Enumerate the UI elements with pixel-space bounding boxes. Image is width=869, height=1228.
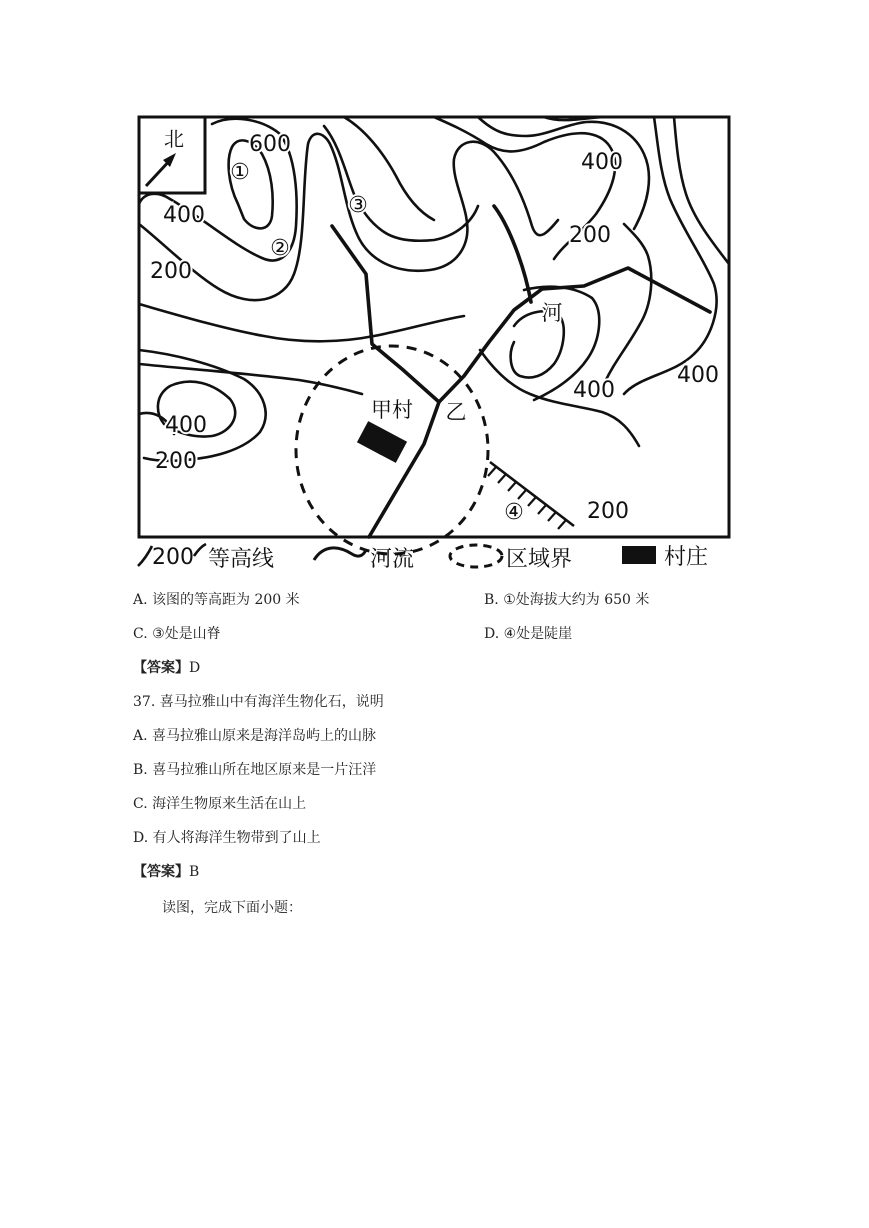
q37-answer bbox=[133, 862, 199, 882]
place-labels bbox=[371, 301, 563, 424]
contour-label: 400 bbox=[677, 363, 719, 388]
next-question-prompt: 读图，完成下面小题： bbox=[162, 900, 302, 916]
answer-value: D bbox=[189, 660, 201, 676]
legend-contour-icon bbox=[138, 546, 152, 566]
point-labels bbox=[230, 160, 524, 525]
contour-map bbox=[134, 114, 734, 574]
legend-contour-text: 等高线 bbox=[208, 547, 275, 572]
q37-option-a: A. 喜马拉雅山原来是海洋岛屿上的山脉 bbox=[133, 728, 377, 744]
village-label: 甲村 bbox=[371, 398, 413, 422]
cliff-hachure bbox=[488, 462, 574, 529]
q37-option-d: D. 有人将海洋生物带到了山上 bbox=[133, 830, 321, 846]
contour-label: 400 bbox=[165, 413, 207, 438]
contour-label: 400 bbox=[163, 203, 205, 228]
contour-label: 400 bbox=[573, 378, 615, 403]
legend-boundary-text: 区域界 bbox=[506, 547, 573, 572]
contour-label: 200 bbox=[150, 259, 192, 284]
q37-option-b: B. 喜马拉雅山所在地区原来是一片汪洋 bbox=[133, 762, 377, 778]
q37-option-c: C. 海洋生物原来生活在山上 bbox=[133, 796, 307, 812]
point-label-3: ③ bbox=[348, 193, 368, 218]
answer-label: 【答案】 bbox=[133, 864, 189, 880]
contour-label: 200 bbox=[155, 449, 197, 474]
north-label: 北 bbox=[164, 127, 184, 151]
q36-option-a: A. 该图的等高距为 200 米 bbox=[133, 592, 300, 608]
point-label-2: ② bbox=[270, 236, 290, 261]
river-lines bbox=[332, 206, 710, 537]
legend-river-icon bbox=[314, 548, 366, 560]
q36-option-b: B. ①处海拔大约为 650 米 bbox=[484, 592, 650, 608]
village-marker bbox=[357, 421, 407, 463]
legend-village-icon bbox=[622, 546, 656, 564]
river-label: 河 bbox=[541, 301, 563, 325]
q36-answer bbox=[133, 658, 200, 678]
contour-label: 400 bbox=[581, 150, 623, 175]
legend-boundary-icon bbox=[450, 545, 502, 567]
point-label-4: ④ bbox=[504, 500, 524, 525]
q37-stem: 37. 喜马拉雅山中有海洋生物化石，说明 bbox=[133, 694, 384, 710]
contour-labels bbox=[150, 132, 719, 524]
q36-option-c: C. ③处是山脊 bbox=[133, 626, 221, 642]
map-legend bbox=[138, 544, 708, 572]
point-label-1: ① bbox=[230, 160, 250, 185]
contour-label: 200 bbox=[569, 223, 611, 248]
q36-option-d: D. ④处是陡崖 bbox=[484, 626, 573, 642]
contour-label: 600 bbox=[249, 132, 291, 157]
legend-river-text: 河流 bbox=[370, 547, 415, 572]
legend-village-text: 村庄 bbox=[664, 545, 709, 570]
point-label-yi: 乙 bbox=[445, 400, 467, 424]
contour-lines bbox=[139, 117, 729, 461]
contour-label: 200 bbox=[587, 499, 629, 524]
answer-value: B bbox=[189, 864, 200, 880]
legend-contour-value: 200 bbox=[152, 545, 194, 570]
answer-label: 【答案】 bbox=[133, 660, 189, 676]
